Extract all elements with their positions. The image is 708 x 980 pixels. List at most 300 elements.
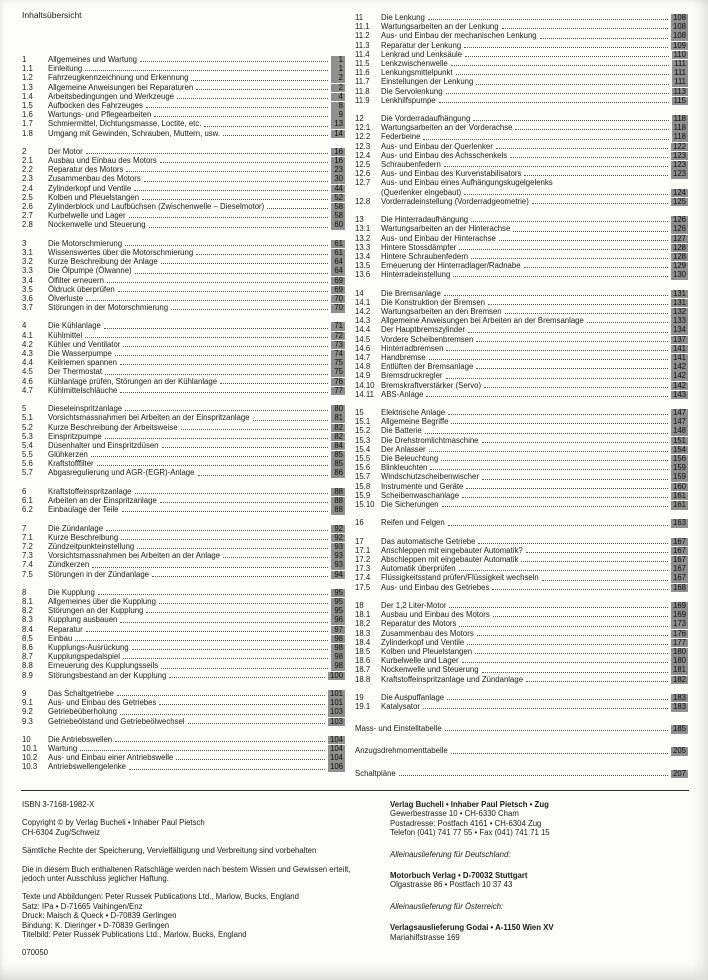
page-number: 64 (331, 258, 345, 267)
page-title: Inhaltsübersicht (22, 10, 82, 20)
page-number: 108 (672, 31, 686, 41)
page-number: 113 (673, 86, 686, 96)
toc-entry-title: Kurbelwelle und Lager (48, 211, 126, 221)
toc-section (355, 289, 688, 399)
toc-entry (355, 417, 688, 426)
page-number: 30 (331, 175, 345, 184)
toc-entry (22, 129, 345, 138)
toc-entry-number: 18.1 (355, 610, 371, 620)
page-number: 108 (672, 13, 686, 22)
toc-entry-title: Kurbelwelle und Lager (381, 656, 459, 666)
dotted-leader (482, 479, 668, 480)
page-number: 106 (329, 762, 343, 772)
toc-entry-title: Aus- und Einbau einer Antriebswelle (48, 753, 174, 763)
dotted-leader (505, 313, 668, 314)
toc-entry (355, 482, 688, 491)
toc-entry-number: 19.1 (355, 702, 371, 712)
toc-entry (22, 459, 345, 468)
page-number: 76 (331, 378, 345, 387)
toc-entry-number: 7 (22, 523, 27, 533)
page-number: 69 (331, 277, 345, 286)
toc-section (355, 215, 688, 279)
dotted-leader (115, 741, 325, 742)
imprint-right (390, 800, 690, 954)
page-number: 143 (672, 389, 686, 399)
page-number: 88 (331, 488, 345, 497)
toc-entry (22, 184, 345, 193)
toc-entry (22, 83, 345, 92)
toc-entry-title: Die Servolenkung (381, 86, 443, 96)
toc-entry-title: Hintere Stossdämpfer (381, 242, 457, 252)
toc-entry (22, 413, 345, 422)
toc-entry-number: 1.8 (22, 128, 33, 138)
toc-entry-title: Kolben und Pleuelstangen (48, 192, 140, 202)
toc-entry-title: Der Thermostat (48, 367, 103, 377)
page-number: 16 (331, 148, 345, 157)
toc-entry-number: 10.3 (22, 762, 38, 772)
toc-entry-title: Einstellungen der Lenkung (381, 77, 474, 87)
toc-entry-title: Der 1,2 Liter-Motor (381, 601, 447, 610)
toc-entry (22, 560, 345, 569)
toc-entry (22, 450, 345, 459)
page-number: 176 (672, 628, 686, 638)
toc-entry-number: 17.4 (355, 573, 371, 583)
toc-entry-title: Das Schaltgetriebe (48, 688, 114, 698)
toc-entry (22, 441, 345, 450)
page-number: 130 (672, 270, 686, 280)
page-number: 137 (672, 334, 686, 344)
dotted-leader (146, 107, 328, 108)
toc-entry-title: Kühlmittel (48, 330, 83, 340)
page-number: 93 (331, 543, 345, 552)
toc-entry (355, 573, 688, 582)
toc-entry-title: Einbau (48, 633, 73, 643)
dotted-leader (92, 567, 328, 568)
toc-entry-title: Die Batterie (381, 426, 422, 436)
dotted-leader (223, 557, 328, 558)
page-number: 185 (672, 724, 686, 734)
dotted-leader (423, 139, 668, 140)
imprint-line: Alleinauslieferung für Deutschland: (390, 849, 511, 859)
toc-entry (355, 68, 688, 77)
toc-entry-title: Kupplung ausbauen (48, 615, 118, 625)
toc-entry (22, 156, 345, 165)
toc-entry-number: 17.1 (355, 545, 371, 555)
toc-entry-number: 2 (22, 146, 27, 156)
dotted-leader (159, 603, 328, 604)
page-number: 104 (329, 734, 343, 744)
page-number: 181 (672, 665, 686, 675)
dotted-leader (399, 775, 668, 776)
toc-entry-number: 12.2 (355, 132, 371, 142)
page-number: 128 (672, 242, 686, 252)
page-number: 124 (672, 187, 686, 197)
toc-entry (22, 211, 345, 220)
toc-entry-number: 18.2 (355, 619, 371, 629)
page-number: 111 (674, 58, 686, 68)
page-number: 96 (331, 616, 345, 625)
toc-entry-number: 4.5 (22, 367, 33, 377)
page-number: 75 (331, 368, 345, 377)
toc-entry-number: 14.6 (355, 343, 371, 353)
toc-entry-title: Allgemeine Anweisungen bei Arbeiten an der Bremsanlage (381, 316, 584, 326)
toc-section-heading (22, 55, 345, 64)
toc-entry (355, 555, 688, 564)
toc-entry-number: 17.5 (355, 582, 371, 592)
page-number: 141 (672, 343, 686, 353)
toc-entry (22, 367, 345, 376)
page-number: 103 (329, 707, 343, 717)
page-number: 81 (331, 414, 345, 423)
imprint-line: Postadresse: Postfach 4161 • CH-6304 Zug (390, 818, 542, 828)
toc-section-heading (355, 13, 688, 22)
toc-section-heading (22, 321, 345, 330)
imprint-paragraph (390, 902, 690, 911)
toc-entry-title: Die Bremsanlage (381, 288, 441, 298)
dotted-leader (451, 423, 668, 424)
toc-entry-title: Die Kupplung (48, 587, 95, 597)
page-number: 9 (331, 111, 345, 120)
imprint-line: ISBN 3-7168-1982-X (22, 800, 95, 809)
dotted-leader (106, 530, 328, 531)
toc-entry (22, 625, 345, 634)
page-number: 92 (331, 525, 345, 534)
dotted-leader (540, 38, 668, 39)
toc-entry-title: Zylinderblock und Laufbüchsen (Zwischenwelle – Dieselmotor) (48, 202, 265, 211)
dotted-leader (198, 475, 329, 476)
page-number: 207 (672, 768, 686, 778)
toc-entry (355, 96, 688, 105)
imprint-paragraph (390, 871, 690, 890)
page-number: 182 (672, 674, 686, 684)
dotted-leader (132, 649, 328, 650)
toc-entry-title: Vorsichtsmassnahmen bei Arbeiten an der Anlage (48, 551, 221, 561)
toc-entry-number: 14.4 (355, 325, 371, 335)
dotted-leader (91, 456, 328, 457)
toc-entry-number: 14.8 (355, 362, 371, 372)
toc-entry-title: Hinterradeinstellung (381, 270, 451, 280)
toc-entry (355, 647, 688, 656)
dotted-leader (149, 227, 328, 228)
imprint-line: Texte und Abbildungen: Peter Russek Publications Ltd., Marlow, Bucks, England (22, 892, 299, 902)
page-number: 128 (672, 251, 686, 261)
toc-entry-title: Schaltpläne (355, 768, 396, 778)
dotted-leader (513, 231, 668, 232)
toc-section-heading (22, 689, 345, 698)
dotted-leader (476, 341, 668, 342)
toc-entry-title: Automatik überprüfen (381, 564, 456, 574)
dotted-leader (137, 548, 328, 549)
toc-entry-title: Einbaulage der Teile (48, 505, 119, 515)
toc-entry-title: Erneuerung des Kupplungsseils (48, 661, 159, 671)
dotted-leader (161, 668, 328, 669)
toc-entry-title: Kolben und Pleuelstangen (381, 646, 473, 656)
toc-entry-title: Die Konstruktion der Bremsen (381, 297, 486, 307)
toc-entry-number: 5.3 (22, 431, 33, 441)
page-number: 2 (331, 84, 345, 93)
toc-entry-title: Erneuerung der Hinterradlager/Radnabe (381, 261, 521, 271)
page-number: 92 (331, 534, 345, 543)
toc-entry-number: 7.5 (22, 569, 33, 579)
toc-entry (22, 753, 345, 762)
toc-entry-number: 3.3 (22, 266, 33, 276)
dotted-leader (120, 622, 328, 623)
toc-entry-number: 9.2 (22, 707, 33, 717)
page-number: 126 (672, 224, 686, 234)
imprint-left (22, 800, 370, 958)
dotted-leader (122, 511, 328, 512)
page-number: 98 (331, 635, 345, 644)
toc-entry-number: 12.3 (355, 141, 371, 151)
page-number: 160 (672, 481, 686, 491)
page-number: 4 (331, 93, 345, 102)
toc-section (355, 114, 688, 206)
page-number: 71 (331, 322, 345, 331)
toc-section-heading (355, 601, 688, 610)
page-number: 111 (674, 68, 686, 78)
toc-entry-title: Wissenswertes über die Motorschmierung (48, 247, 194, 257)
dotted-leader (120, 392, 328, 393)
toc-entry-number: 15.9 (355, 490, 371, 500)
toc-entry-title: Die Sicherungen (381, 499, 439, 509)
dotted-leader (75, 640, 328, 641)
toc-entry-title: Allgemeine Anweisungen bei Reparaturen (48, 82, 194, 92)
toc-extra-section (355, 724, 688, 733)
dotted-leader (462, 662, 668, 663)
page-number: 156 (672, 454, 686, 463)
toc-entry (355, 675, 688, 684)
dotted-leader (144, 181, 328, 182)
page-number: 122 (672, 141, 686, 151)
toc-entry-number: 4.2 (22, 339, 33, 349)
dotted-leader (123, 346, 328, 347)
dotted-leader (446, 350, 668, 351)
dotted-leader (439, 102, 669, 103)
toc-entry-number: 11.1 (355, 22, 370, 32)
dotted-leader (445, 730, 668, 731)
toc-entry-number: 2.3 (22, 174, 33, 184)
dotted-leader (142, 199, 328, 200)
toc-entry-number: 17.2 (355, 555, 371, 565)
toc-entry-title: Ausbau und Einbau des Motors (381, 610, 490, 620)
dotted-leader (449, 607, 668, 608)
toc-entry (22, 661, 345, 670)
toc-entry-title: Die Ölpumpe (Ölwanne) (48, 266, 132, 276)
toc-section-heading (355, 518, 688, 527)
page-number: 183 (672, 692, 686, 702)
page-number: 70 (331, 295, 345, 304)
page-number: 132 (672, 307, 686, 316)
imprint-line: Olgastrasse 86 • Postfach 10 37 43 (390, 880, 513, 890)
page-number: 147 (672, 417, 686, 427)
page-number: 1 (331, 65, 345, 74)
toc-entry-number: 4 (22, 321, 27, 331)
toc-entry-title: Anzugsdrehmomenttabelle (355, 746, 448, 756)
toc-entry-title: Antriebswellengelenke (48, 762, 127, 772)
dotted-leader (86, 153, 328, 154)
dotted-leader (120, 364, 328, 365)
toc-entry-number: 12.4 (355, 150, 371, 160)
page-number: 88 (331, 497, 345, 506)
toc-entry (22, 110, 345, 119)
dotted-leader (267, 208, 328, 209)
toc-entry (355, 252, 688, 261)
toc-entry (355, 665, 688, 674)
toc-entry-number: 6.2 (22, 505, 33, 515)
dotted-leader (120, 714, 325, 715)
toc-section (22, 487, 345, 515)
dotted-leader (464, 47, 668, 48)
toc-entry-title: Instrumente und Geräte (381, 481, 464, 491)
imprint-line: CH-6304 Zug/Schweiz (22, 827, 101, 837)
toc-entry-title: Wartungsarbeiten an den Bremsen (381, 307, 502, 316)
toc-entry (22, 257, 345, 266)
toc-entry-number: 15.10 (355, 499, 375, 509)
toc-entry-number: 5.5 (22, 450, 33, 460)
dotted-leader (524, 175, 668, 176)
toc-entry (355, 31, 688, 40)
dotted-leader (478, 543, 668, 544)
toc-section-heading (355, 114, 688, 123)
toc-section-heading (355, 215, 688, 224)
toc-extra-section (355, 769, 688, 778)
page-number: 80 (331, 405, 345, 414)
toc-entry-title: Zusammenbau des Motors (48, 174, 141, 184)
page-number: 131 (672, 297, 686, 307)
dotted-leader (181, 429, 328, 430)
toc-entry-title: Windschutzscheibenwischer (381, 472, 479, 482)
toc-entry-title: Federbeine (381, 132, 421, 142)
page-number: 123 (672, 150, 686, 160)
dotted-leader (477, 635, 668, 636)
page-number: 167 (672, 564, 686, 574)
toc-entry-title: Zylinderkopf und Ventile (48, 183, 132, 193)
toc-entry-number: 18.4 (355, 637, 371, 647)
imprint-line: Copyright © by Verlag Bucheli • Inhaber Paul Pietsch (22, 818, 205, 828)
toc-entry (355, 583, 688, 592)
toc-entry-number: 13.5 (355, 261, 371, 271)
toc-entry-title: Der Anlasser (381, 444, 426, 454)
toc-entry (355, 316, 688, 325)
toc-entry (355, 261, 688, 270)
toc-entry-number: 15 (355, 408, 364, 418)
toc-entry-title: Ölfilter erneuern (48, 275, 104, 285)
toc-entry-number: 4.6 (22, 376, 33, 386)
toc-entry-title: Lenkrad und Lenksäule (381, 49, 463, 59)
toc-entry (22, 717, 345, 726)
dotted-leader (125, 410, 328, 411)
toc-entry (22, 303, 345, 312)
page-number: 104 (329, 744, 343, 754)
page-number: 177 (672, 637, 686, 647)
imprint-paragraph (22, 800, 370, 809)
toc-entry-title: Nockenwelle und Steuerung (48, 220, 146, 230)
toc-section (355, 693, 688, 711)
dotted-leader (160, 502, 328, 503)
toc-entry-number: 8.3 (22, 615, 33, 625)
dotted-leader (446, 93, 669, 94)
page-number: 100 (329, 670, 343, 680)
toc-entry-number: 14.1 (355, 297, 371, 307)
toc-entry-number: 3.5 (22, 284, 33, 294)
toc-entry (355, 160, 688, 169)
imprint-paragraph (22, 818, 370, 837)
dotted-leader (161, 263, 328, 264)
toc-entry-number: 7.3 (22, 551, 33, 561)
toc-entry-title: Hintere Schraubenfedern (381, 251, 469, 261)
dotted-leader (484, 387, 668, 388)
toc-entry (355, 390, 688, 399)
toc-entry-number: 3.6 (22, 293, 33, 303)
dotted-leader (117, 695, 325, 696)
toc-entry (22, 634, 345, 643)
toc-entry (22, 266, 345, 275)
toc-entry-title: Flüssigkeitsstand prüfen/Flüssigkeit wechseln (381, 573, 539, 583)
toc-entry (22, 615, 345, 624)
toc-entry (22, 643, 345, 652)
page-number: 141 (672, 352, 686, 362)
dotted-leader (459, 626, 668, 627)
dotted-leader (499, 240, 668, 241)
toc-section (22, 55, 345, 138)
toc-entry (355, 638, 688, 647)
toc-entry-number: 1.1 (22, 64, 33, 74)
dotted-leader (496, 148, 668, 149)
toc-entry (355, 22, 688, 31)
page-number: 110 (673, 49, 686, 59)
page-number: 133 (672, 316, 686, 326)
page-number: 159 (672, 463, 686, 473)
toc-entry (355, 629, 688, 638)
toc-entry (22, 606, 345, 615)
page-number: 72 (331, 332, 345, 341)
dotted-leader (171, 309, 328, 310)
dotted-leader (104, 328, 328, 329)
toc-entry-title: Kühlanlage prüfen, Störungen an der Kühlanlage (48, 376, 218, 386)
dotted-leader (140, 61, 328, 62)
toc-entry-number: 2.1 (22, 156, 33, 166)
toc-entry-number: 14.9 (355, 371, 371, 381)
toc-entry-title: Kühler und Ventilator (48, 339, 121, 349)
imprint-paragraph (390, 800, 690, 838)
toc-entry-number: 8.1 (22, 597, 33, 607)
toc-entry (22, 533, 345, 542)
toc-entry-title: Elektrische Anlage (381, 408, 446, 418)
page-number: 126 (672, 215, 686, 225)
page-number: 60 (331, 221, 345, 230)
toc-entry (22, 762, 345, 771)
toc-entry-title: Die Lenkung (381, 13, 425, 22)
page-number: 98 (331, 653, 345, 662)
toc-entry-number: 13.2 (355, 233, 371, 243)
dotted-leader (204, 126, 328, 127)
toc-entry (355, 353, 688, 362)
dotted-leader (524, 267, 668, 268)
toc-entry (22, 285, 345, 294)
toc-entry-title: Die Kühlanlage (48, 321, 101, 331)
page-number: 148 (672, 426, 686, 436)
toc-entry-number: 4.4 (22, 358, 33, 368)
dotted-leader (471, 258, 668, 259)
toc-entry-number: 2.7 (22, 211, 33, 221)
toc-entry (355, 325, 688, 334)
toc-entry-title: Vorderradeinstellung (Vorderradgeometrie) (381, 196, 529, 206)
toc-section (22, 689, 345, 726)
page-number: 98 (331, 644, 345, 653)
toc-entry (22, 386, 345, 395)
toc-section-heading (22, 404, 345, 413)
imprint-paragraph (22, 846, 370, 855)
